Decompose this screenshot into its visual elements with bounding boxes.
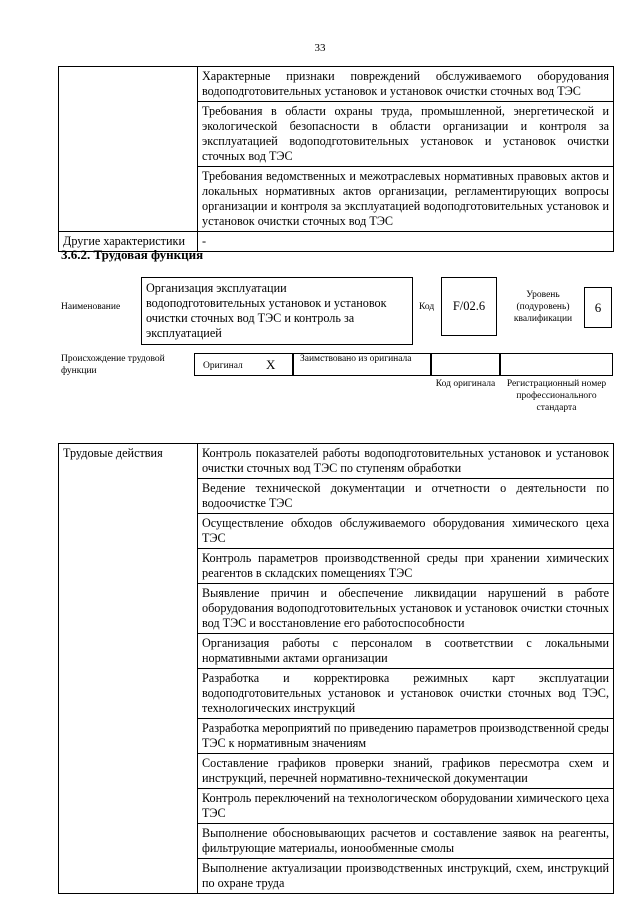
- reg-number-cell: [500, 353, 613, 376]
- section-heading: 3.6.2. Трудовая функция: [61, 247, 204, 262]
- original-mark: X: [266, 357, 276, 372]
- labor-action-item: Организация работы с персоналом в соответствии с локальными нормативными актами организации: [198, 634, 614, 669]
- labor-action-item: Составление графиков проверки знаний, графиков пересмотра схем и инструкций, перечней нормативно-технической документации: [198, 754, 614, 789]
- code-box: F/02.6: [441, 277, 497, 336]
- row-text: Характерные признаки повреждений обслуживаемого оборудования водоподготовительных установок и установок очистки сточных вод ТЭС: [198, 67, 614, 102]
- page-number: 33: [314, 42, 326, 54]
- labor-actions-table: [58, 443, 614, 894]
- labor-action-item: Выполнение актуализации производственных инструкций, схем, инструкций по охране труда: [198, 859, 614, 894]
- labor-action-item: Разработка и корректировка режимных карт эксплуатации водоподготовительных установок и установок очистки сточных вод ТЭС, технологических инструкций: [198, 669, 614, 719]
- code-original-cell: [431, 353, 500, 376]
- level-box: 6: [584, 287, 612, 328]
- row-text: Требования ведомственных и межотраслевых нормативных правовых актов и локальных нормативных актов организации, регламентирующих вопросы организации и контроля за эксплуатацией водоподготовительных установок и установок очистки сточных вод ТЭС: [198, 167, 614, 232]
- code-label: Код: [419, 302, 435, 312]
- level-label: Уровень (подуровень) квалификации: [513, 290, 573, 324]
- row-label: [59, 67, 198, 102]
- knowledge-table-continuation: [58, 66, 614, 252]
- labor-actions-label: Трудовые действия: [59, 444, 198, 894]
- code-original-label: Код оригинала: [435, 379, 496, 389]
- row-label-other-characteristics: Другие характеристики: [59, 232, 198, 252]
- reg-number-label: Регистрационный номер профессионального стандарта: [506, 379, 607, 413]
- row-label: [59, 167, 198, 232]
- labor-action-item: Контроль переключений на технологическом оборудовании химического цеха ТЭС: [198, 789, 614, 824]
- table-row: [59, 167, 614, 232]
- labor-action-item: Контроль показателей работы водоподготовительных установок и установок очистки сточных вод ТЭС по ступеням обработки: [198, 444, 614, 479]
- labor-action-item: Выполнение обосновывающих расчетов и составление заявок на реагенты, фильтрующие материалы, ионообменные смолы: [198, 824, 614, 859]
- labor-action-item: Осуществление обходов обслуживаемого оборудования химического цеха ТЭС: [198, 514, 614, 549]
- origin-label: Происхождение трудовой функции: [61, 354, 165, 376]
- function-name-box: Организация эксплуатации водоподготовительных установок и установок очистки сточных вод ТЭС и контроль за эксплуатацией: [141, 277, 413, 345]
- row-text: Требования в области охраны труда, промышленной, энергетической и экологической безопасности в области организации и контроля за эксплуатацией водоподготовительных установок и установок очистки сточных вод ТЭС: [198, 102, 614, 167]
- row-label: [59, 102, 198, 167]
- labor-action-item: Выявление причин и обеспечение ликвидации нарушений в работе оборудования водоподготовительных установок и установок очистки сточных вод ТЭС и восстановление его работоспособности: [198, 584, 614, 634]
- table-row: [59, 102, 614, 167]
- row-text: -: [198, 232, 614, 252]
- labor-action-item: Ведение технической документации и отчетности о деятельности по водоочистке ТЭС: [198, 479, 614, 514]
- labor-action-item: Разработка мероприятий по приведению параметров производственной среды ТЭС к нормативным значениям: [198, 719, 614, 754]
- table-row: [59, 67, 614, 102]
- borrowed-label: Заимствовано из оригинала: [300, 354, 412, 364]
- labor-action-item: Контроль параметров производственной среды при хранении химических реагентов в складских помещениях ТЭС: [198, 549, 614, 584]
- table-row: [59, 444, 614, 479]
- original-label: Оригинал: [203, 361, 243, 371]
- name-label: Наименование: [61, 302, 121, 312]
